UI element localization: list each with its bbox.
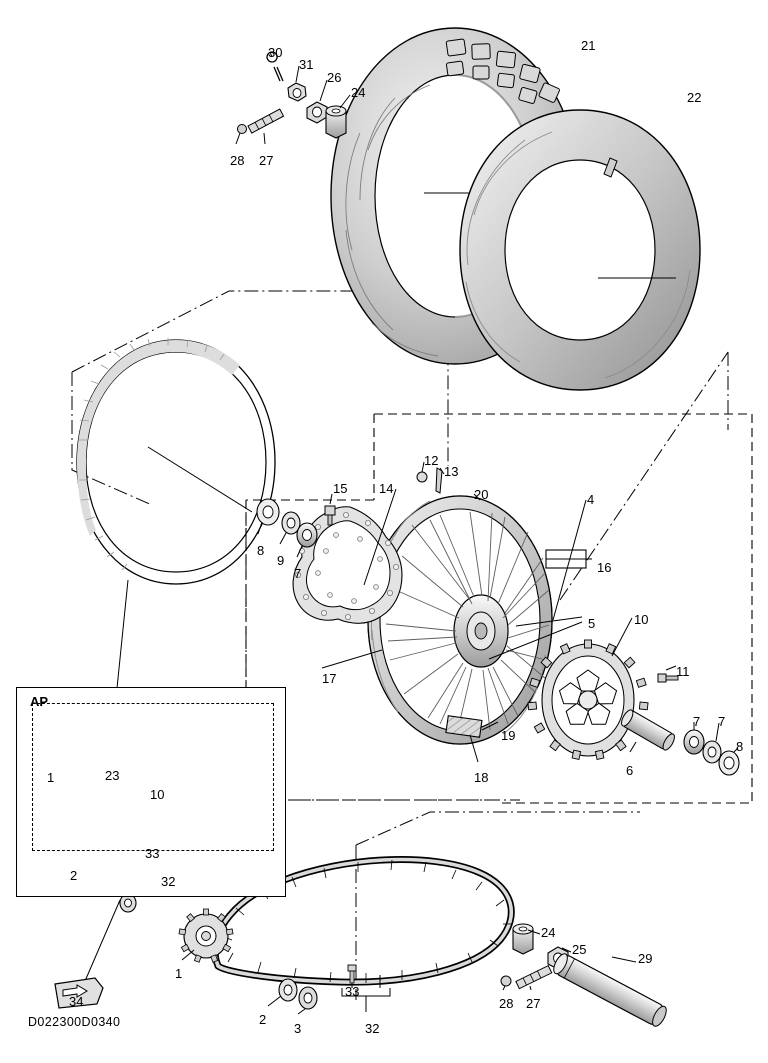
callout-number: 31: [299, 57, 314, 72]
callout-number: 7: [718, 714, 726, 729]
callout-number: 17: [322, 671, 337, 686]
callout-number: 7: [693, 714, 701, 729]
callout-number: 10: [150, 787, 165, 802]
callout-number: 9: [277, 553, 285, 568]
callout-number: 13: [444, 464, 459, 479]
callout-number: 30: [268, 45, 283, 60]
callout-number: 26: [327, 70, 342, 85]
diagram-part-number: D022300D0340: [28, 1015, 121, 1029]
callout-number: 28: [499, 996, 514, 1011]
callout-number: 14: [379, 481, 394, 496]
callout-number: 20: [474, 487, 489, 502]
callout-number: 33: [145, 846, 160, 861]
callout-number: 21: [581, 38, 596, 53]
ap-label: AP: [30, 694, 49, 709]
callout-number: 3: [294, 1021, 302, 1036]
callout-number: 5: [588, 616, 596, 631]
callout-number: 27: [526, 996, 541, 1011]
callout-number: 1: [175, 966, 183, 981]
callout-number: 24: [541, 925, 556, 940]
callout-number: 2: [70, 868, 78, 883]
callout-number: 34: [69, 994, 84, 1009]
callout-number: 32: [161, 874, 176, 889]
callout-number: 10: [634, 612, 649, 627]
callout-number: 33: [345, 984, 360, 999]
callout-number: 7: [294, 566, 302, 581]
callout-number: 25: [572, 942, 587, 957]
callout-number: 22: [687, 90, 702, 105]
callout-number: 15: [333, 481, 348, 496]
callout-number: 23: [105, 768, 120, 783]
callout-number: 27: [259, 153, 274, 168]
callout-number: 24: [351, 85, 366, 100]
callout-number: 16: [597, 560, 612, 575]
callout-number: 6: [626, 763, 634, 778]
callout-number: 4: [587, 492, 595, 507]
callout-number: 19: [501, 728, 516, 743]
callout-number: 11: [676, 664, 690, 679]
callout-number: 12: [424, 453, 439, 468]
callout-number: 29: [638, 951, 653, 966]
callout-number: 1: [47, 770, 55, 785]
ap-subassembly-inner-dashed: [32, 703, 274, 851]
callout-number: 28: [230, 153, 245, 168]
callout-number: 18: [474, 770, 489, 785]
callout-number: 8: [257, 543, 265, 558]
callout-number: 2: [259, 1012, 267, 1027]
callout-number: 32: [365, 1021, 380, 1036]
callout-number: 8: [736, 739, 744, 754]
